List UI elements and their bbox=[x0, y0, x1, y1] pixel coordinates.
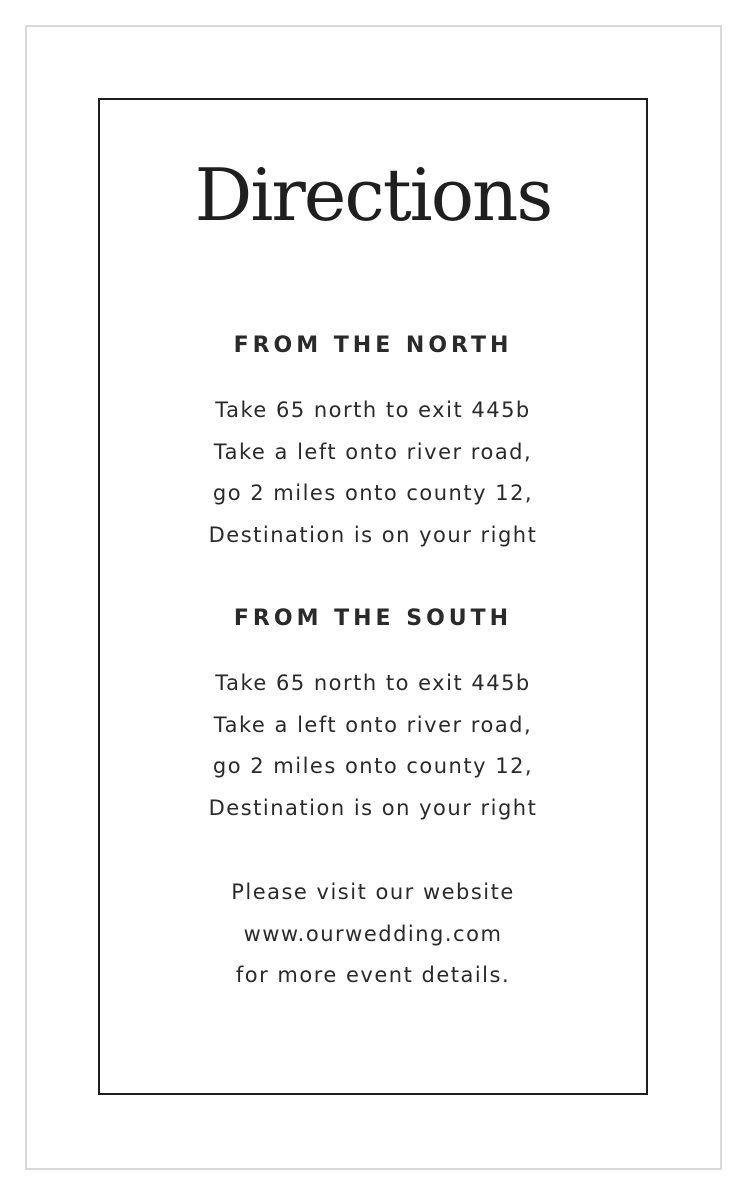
north-heading: FROM THE NORTH bbox=[233, 333, 513, 358]
website-link[interactable]: www.ourwedding.com bbox=[243, 921, 503, 946]
page-title: Directions bbox=[194, 153, 552, 237]
north-line: Destination is on your right bbox=[208, 522, 538, 547]
footer-line: for more event details. bbox=[235, 963, 511, 987]
south-line: go 2 miles onto county 12, bbox=[212, 754, 534, 778]
south-heading: FROM THE SOUTH bbox=[233, 606, 513, 631]
north-line: Take a left onto river road, bbox=[213, 439, 533, 464]
footer-note bbox=[100, 872, 646, 997]
north-line: Take 65 north to exit 445b bbox=[215, 398, 531, 422]
north-directions bbox=[100, 390, 646, 556]
south-line: Take a left onto river road, bbox=[213, 712, 533, 737]
north-line: go 2 miles onto county 12, bbox=[212, 481, 534, 505]
south-line: Take 65 north to exit 445b bbox=[215, 671, 531, 695]
south-line: Destination is on your right bbox=[208, 795, 538, 820]
footer-line: Please visit our website bbox=[231, 880, 515, 904]
south-directions bbox=[100, 663, 646, 829]
